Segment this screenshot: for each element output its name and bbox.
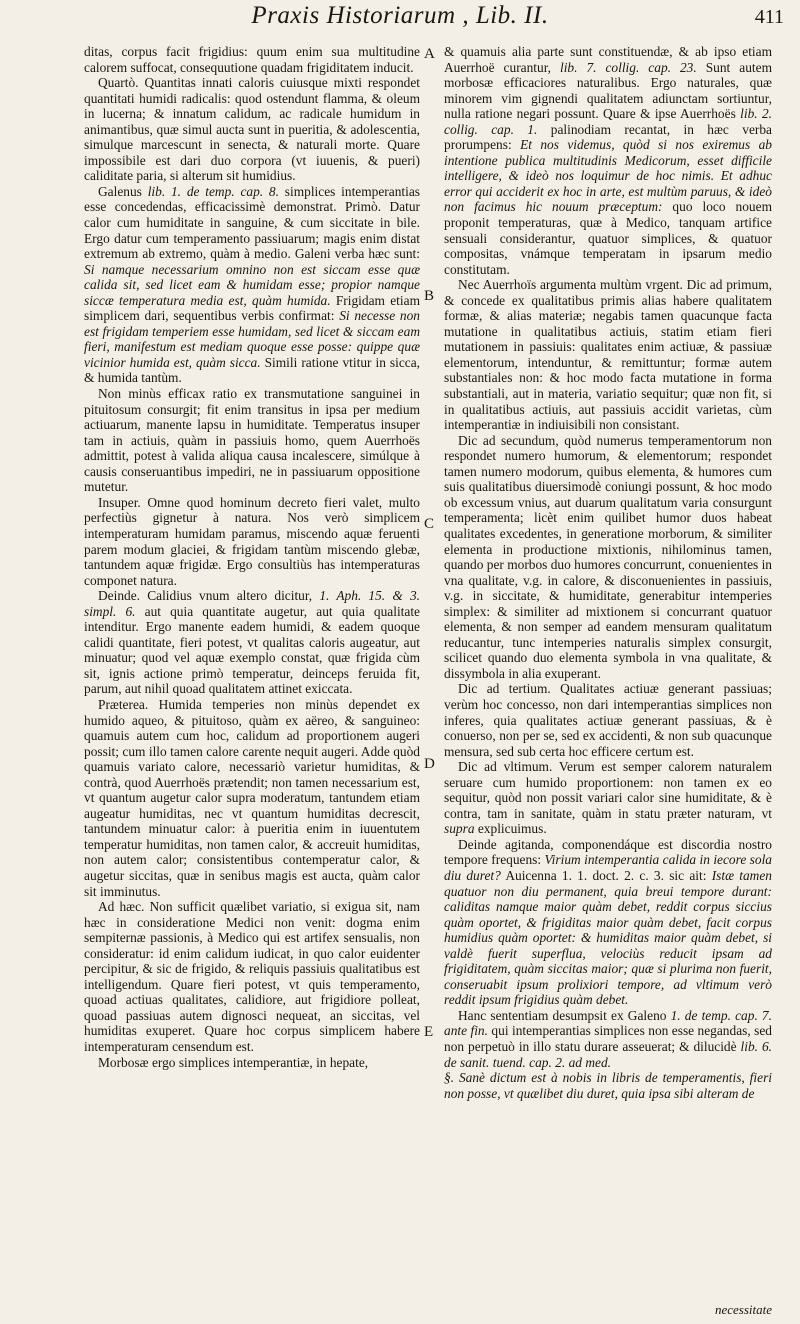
paragraph: Dic ad secundum, quòd numerus temperamentorum non respondet numero humorum, & elementorum; respondet tamen numero modorum, quibus elementa, & humores cum suis qualitatibus diuersimodè coniungi possunt, & hoc modo ob excessum vnius, aut duarum qualitatum varia consurgunt temperamenta; licèt enim quilibet humor duos habeat qualitates excedentes, in generatione morborum, & similiter elementa in productione mixtionis, nihilominus tamen, quando per morbos duo humores concurrunt, conuenientes in vna qualitate, v.g. in calore, & disconuenientes in passiuis, v.g. in siccitate, & humiditate, generabitur intemperies simplex: & similiter ad mixtionem si concurrant quatuor elementa, & non semper ad eandem mensuram qualitatum reducantur, tunc intemperies naturalis simplex consurgit, scilicet quando duo elementa symbola in vna qualitate, & dissymbola in alia exuperant. [444,432,772,681]
text-run: Auicenna 1. 1. doct. 2. c. 3. sic ait: [500,867,712,883]
text-run: Sunt autem morbosæ efficaciores naturalibus. Ergo naturales, quæ minorem vim gignendi qualitatem adiunctam sortiuntur, nulla ratione negari possunt. Quare & ipse Auerrhoës [444,59,772,122]
text-run: Deinde agitanda, componendáque est discordia nostro tempore frequens: [444,836,772,868]
text-run: Frigidam etiam simplicem dari, sequentibus verbis confirmat: [84,292,420,324]
quotation: §. Sanè dictum est à nobis in libris de temperamentis, fieri non posse, vt quælibet diu duret, quia ipsa sibi alteram de [444,1070,772,1101]
paragraph [84,588,420,697]
paragraph: Dic ad tertium. Qualitates actiuæ generant passiuas; verùm hoc concesso, non dari intemperantias simplices non inferes, quia qualitates actiuæ generant passiuas, & è conuerso, non per se, sed ex accidenti, & non sub quacunque mensura, sed sub certa hoc efficere certum est. [444,681,772,759]
left-column [84,44,420,1320]
quotation: Istæ tamen quatuor non diu permanent, quia breui tempore durant: caliditas namque maior quàm debet, reddit corpus siccius quàm oportet, & frigiditas maior quàm debet, facit corpus humidius quàm oportet: & humiditas maior quàm debet, si valdè fuerit superflua, velociùs reducit ipsam ad frigiditatem, quàm siccitas maior; quæ si plurima non fuerit, conseruabit ipsum prolixiori tempore, ad vltimum verò reddit ipsum frigidius quàm debet. [444,867,772,1008]
quotation: Virium intemperantia calida in iecore sola diu duret? [444,852,772,883]
citation: lib. 2. collig. cap. 1. [444,106,772,137]
page-number: 411 [754,6,784,28]
text-run: palinodiam recantat, in hæc verba prorumpens: [444,121,772,153]
margin-marker-b: B [424,288,435,304]
text-run: Deinde. Calidius vnum altero dicitur, [98,588,320,604]
paragraph [84,184,420,386]
margin-marker-e: E [424,1024,434,1040]
paragraph [444,759,772,837]
text-run: quo loco nouem proponit temperaturas, quæ à Medico, tanquam artifice sensuali considerantur, quatuor simplices, & quatuor compositas, vnámque temperatam in ipsarum medio constitutam. [444,199,772,277]
margin-marker-c: C [424,516,435,532]
quotation: Si necesse non est frigidam temperiem esse humidam, sed licet & siccam eam fieri, manifestum est mediam quoque esse posse: quippe quæ vicinior humida est, quàm sicca. [84,308,420,370]
paragraph: Nec Auerrhoïs argumenta multùm vrgent. Dic ad primum, & concede ex qualitatibus primis alias habere qualitatem formæ, & alias materiæ; negabis tamen quacunque facta mutatione in qualitatibus actiuis, statim etiam fieri mutationem in passiuis: qualitates enim actiuæ, & passiuæ elementorum, intenduntur, & remittuntur; formæ autem substantiales non: & hoc modo facta mutatione in forma substantiali, aut in materia, variatio sequitur; quæ non fit, si in qualitatibus actiuis, aut passiuis accidit varietas, cùm intemperantiæ in indiuisibili non consistant. [444,277,772,433]
paragraph: Præterea. Humida temperies non minùs dependet ex humido aqueo, & pituitoso, quàm ex aëreo, & sanguineo: quamuis autem cum hoc, calidum ad proportionem augeri possit; cum illo tamen calore carente nequit augeri. Adde quòd quamuis variato calore, necessariò varietur humiditas, & contrà, quod Auerrhoës prætendit; non tamen necessarium est, vt quantum augetur calor supra moderatum, tantundem etiam augeatur humiditas, nec vt quantum humiditas decrescit, tantundem minuatur calor: à pueritia enim in iuuentutem temperatur humiditas, non tamen calor, & accreuit humiditas, non autem calor; consistentibus contemperatur calor, & augetur siccitas, quæ in senibus magis est aucta, quàm calor sit imminutus. [84,696,420,899]
text-run: simplices intemperantias esse concedendas, efficacissimè demonstrat. Primò. Datur calor cum humiditate in sanguine, & cum siccitate in bile. Ergo datur cum temperamento passiuarum; magis enim distat extremum ab extremo, quàm à medio. Galeni verba hæc sunt: [84,183,420,262]
citation: 1. Aph. 15. & 3. simpl. 6. [84,588,420,619]
margin-marker-a: A [424,46,435,62]
margin-marker-d: D [424,756,435,772]
paragraph: ditas, corpus facit frigidius: quum enim sua multitudine calorem suffocat, consequutione quadam frigiditatem inducit. [84,44,420,75]
quotation: Si namque necessarium omnino non est siccam esse quæ calida sit, sed licet eam & humidam esse; propior namque siccæ temperatura media est, quàm humida. [84,261,420,308]
paragraph: Ad hæc. Non sufficit quælibet variatio, si exigua sit, nam hæc in consideratione Medici non venit: dogma enim sempiternæ passionis, à Medico qui est artifex sensualis, non consideratur: id enim calidum iudicat, in quo calor euidenter percipitur, & sic de frigido, & reliquis passiuis qualitatibus est intelligendum. Quare fieri potest, vt quis temperamento, quoad actiuas qualitates, calidiore, aut frigidiore polleat, quoad passiuas autem dignosci nequeat, an siccitas, vel humiditas exuperet. Quare hoc corpus simplicem habere intemperaturam censendum est. [84,899,420,1054]
citation: lib. 1. de temp. cap. 8. [147,183,279,199]
citation: lib. 7. collig. cap. 23. [559,59,697,75]
text-run: qui intemperantias simplices non esse negandas, sed non perpetuò in illo statu durare asseuerat; & dilucidè [444,1023,772,1054]
paragraph [444,44,772,277]
paragraph [444,837,772,1008]
paragraph: Morbosæ ergo simplices intemperantiæ, in hepate, [98,1054,369,1070]
citation: supra [444,821,475,837]
right-column [444,44,772,1320]
paragraph [444,1008,772,1070]
quotation: Et nos videmus, quòd si nos exiremus ab intentione publica multitudinis Medicorum, esset difficile intelligere, & ideò nos loquimur de hoc nimis. Et adhuc error qui acciderit ex hoc in arte, est multùm paruus, & ideò non facimus hic nouum præceptum: [444,137,772,215]
text-run: Dic ad vltimum. Verum est semper calorem naturalem seruare cum humido proportionem: non tamen ex eo sequitur, quòd non possit variari calor sine humiditate, & è contra, tam in sanitate, quàm in statu præter naturam, vt [444,759,772,821]
text-run: Simili ratione vtitur in sicca, & humida tantùm. [84,354,420,386]
text-run: explicuimus. [474,821,547,837]
catchword: necessitate [714,1302,772,1317]
text-run: Hanc sententiam desumpsit ex Galeno [458,1007,671,1023]
paragraph: Insuper. Omne quod hominum decreto fieri valet, multo perfectiùs gignetur à natura. Nos verò simplicem intemperaturam humidam paramus, miscendo aquæ feruenti parem modum glaciei, & frigidam tantùm miscendo glebæ, tantundem aquæ frigidæ. Ergo consultiùs has intemperaturas componet natura. [84,494,420,588]
text-run: Galenus [98,183,148,199]
paragraph: Non minùs efficax ratio ex transmutatione sanguinei in pituitosum consurgit; fit enim transitus in ipsa per medium actiuarum, manente lapsu in humiditate. Temperatus insuper tam in actiuis, quàm in passiuis homo, quem Auerrhoës admittit, potest à valida aliqua causa incalescere, simúlque à causis conseruantibus impediri, ne in passiuarum oppositione mutetur. [84,386,420,495]
paragraph [444,1070,772,1101]
paragraph: Quartò. Quantitas innati caloris cuiusque mixti respondet quantitati humidi radicalis: quod ostendunt flamma, & oleum in lucerna; & innatum calidum, ac radicale humidum in animantibus, quæ simul aucta sunt in pueritia, & adolescentia, simulque marcescunt in senecta, & naturali morte. Quare impossibile est dari duo corpora (vt iuuenis, & pueri) caliditate paria, si alterum sit humidius. [84,75,420,184]
text-run: aut quia quantitate augetur, aut quia qualitate intenditur. Ergo manente eadem humidi, & eadem quoque calidi quantitate, fieri potest, vt qualitas caloris augeatur, aut minuatur; quod vel aquæ exemplo constat, quæ frigida cùm sit, ignis actione primò temperatur, deinceps feruida fit, parum, aut nihil quoad qualitatem attinet exiccata. [84,603,420,697]
running-title: Praxis Historiarum , Lib. II. [251,2,549,29]
text-run: & quamuis alia parte sunt constituendæ, & ab ipso etiam Auerrhoë curantur, [444,44,772,75]
citation: lib. 6. de sanit. tuend. cap. 2. ad med. [444,1039,772,1070]
citation: 1. de temp. cap. 7. ante fin. [444,1007,772,1039]
running-header [0,0,800,40]
